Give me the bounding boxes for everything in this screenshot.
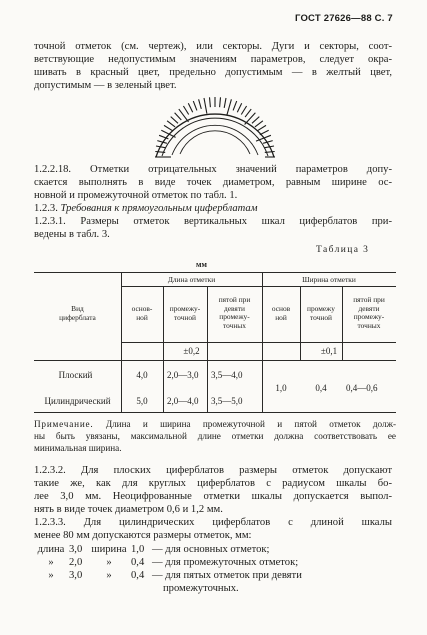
table-top-rule: [34, 272, 396, 273]
dial-tick-mark: [260, 130, 269, 134]
size-row-1-width: 1,0: [131, 544, 145, 555]
width-basic-value: 1,0: [275, 383, 287, 393]
note-line-2: ны быть увязаны, максимальной длине отметки должна соответствовать ее: [34, 431, 396, 441]
para-1-2-2-18-line-3: новной и промежуточной отметок по табл. 1.: [34, 190, 238, 201]
size-row-2-desc: — для промежуточных отметок;: [152, 557, 299, 568]
para-1-2-3-2-line-4: нять в виде точек диаметром 0,6 и 1,2 мм.: [34, 504, 223, 515]
para-1-2-3-2-line-3: лее 3,0 мм. Неоцифрованные отметки шкалы допускается выпол-: [34, 491, 392, 502]
size-row-3-tail: промежуточных.: [163, 583, 239, 594]
dial-tick-mark: [171, 117, 178, 124]
tolerance-width: ±0,1: [320, 346, 338, 356]
row-flat-name: Плоский: [58, 370, 93, 380]
size-row-2-kind: »: [48, 557, 54, 568]
dial-tick-mark: [220, 97, 221, 107]
dial-tick-mark: [204, 98, 207, 114]
intro-line-2: ветствующие недопустимым значениям параметров, следует окра-: [34, 54, 392, 65]
size-row-3-width: 0,4: [131, 570, 145, 581]
size-row-2-width-word: »: [106, 557, 112, 568]
para-1-2-3-1-line-1: 1.2.3.1. Размеры отметок вертикальных шкал циферблатов при-: [34, 216, 392, 227]
size-row-2-width: 0,4: [131, 557, 145, 568]
dial-tick-mark: [227, 99, 231, 114]
sub-basic-width: основ ной: [271, 304, 291, 322]
dial-tick-mark: [161, 130, 175, 137]
dial-tick-mark: [258, 125, 267, 130]
group-width-header: Ширина отметки: [302, 275, 356, 284]
size-row-1-width-word: ширина: [91, 544, 127, 555]
dial-tick-mark: [193, 101, 197, 110]
size-row-3-desc: — для пятых отметок при девяти: [152, 570, 302, 581]
col-view-header: Вид циферблата: [59, 304, 96, 322]
dial-tick-mark: [224, 98, 226, 108]
note-label: Примечание.: [34, 419, 94, 429]
dial-tick-mark: [237, 103, 241, 112]
para-1-2-3-2-line-2: такие же, как для круглых циферблатов с радиусом шкалы бо-: [34, 478, 392, 489]
note-line-3: минимальная ширина.: [34, 443, 122, 453]
dial-tick-mark: [255, 121, 263, 127]
group-length-header: Длина отметки: [167, 275, 216, 284]
sub-intermediate-width: промежу точной: [307, 304, 335, 322]
dial-tick-mark: [199, 99, 202, 109]
size-row-3-length: 3,0: [69, 570, 83, 581]
dial-tick-mark: [245, 113, 256, 125]
para-1-2-2-18-line-1: 1.2.2.18. Отметки отрицательных значений параметров допу-: [34, 164, 392, 175]
width-fifth-value: 0,4—0,6: [346, 383, 378, 393]
dial-tick-mark: [241, 106, 246, 115]
dial-tick-mark: [210, 97, 211, 107]
sub-basic-length: основ- ной: [131, 304, 153, 322]
para-1-2-3-3-line-1: 1.2.3.3. Для цилиндрических циферблатов с длиной шкалы: [34, 517, 392, 528]
table-caption: Таблица 3: [316, 245, 370, 255]
size-row-1-desc: — для основных отметок;: [152, 544, 270, 555]
sub-fifth-length: пятой при девяти промежу- точных: [218, 295, 251, 330]
size-row-3-kind: »: [48, 570, 54, 581]
size-row-1-length: 3,0: [69, 544, 83, 555]
sub-intermediate-length: промежу- точной: [169, 304, 201, 322]
section-title: Требования к прямоугольным циферблатам: [60, 203, 258, 214]
dial-tick-mark: [183, 106, 188, 115]
row-flat-fifth: 3,5—4,0: [211, 370, 243, 380]
para-1-2-3-2-line-1: 1.2.3.2. Для плоских циферблатов размеры отметок допускают: [34, 465, 392, 476]
intro-line-4: допустимым — в зеленый цвет.: [34, 80, 177, 91]
intro-line-3: шивать в красный цвет, предельно допустимым — в желтый цвет,: [34, 67, 392, 78]
para-1-2-2-18-line-2: скается выполнять в виде точек диаметром, равным ширине ос-: [34, 177, 392, 188]
section-heading-1-2-3: [34, 202, 257, 215]
size-row-3-width-word: »: [106, 570, 112, 581]
table-bottom-rule: [34, 412, 396, 413]
dial-tick-mark: [167, 121, 175, 127]
dial-tick-mark: [164, 125, 173, 130]
size-row-2-length: 2,0: [69, 557, 83, 568]
dial-tick-mark: [188, 103, 192, 112]
table-unit: мм: [196, 260, 207, 269]
row-cyl-intermediate: 2,0—4,0: [167, 396, 199, 406]
intro-line-1: точной отметок (см. чертеж), или секторы. Дуги и секторы, соот-: [34, 41, 392, 52]
row-flat-basic: 4,0: [136, 370, 148, 380]
width-intermediate-value: 0,4: [315, 383, 327, 393]
table-vline-1: [121, 272, 122, 412]
section-number: 1.2.3.: [34, 203, 58, 214]
dial-tick-mark: [245, 109, 251, 117]
row-cyl-fifth: 3,5—5,0: [211, 396, 243, 406]
para-1-2-3-1-line-2: ведены в табл. 3.: [34, 229, 110, 240]
page-header: ГОСТ 27626—88 С. 7: [295, 13, 393, 24]
size-row-1-kind: длина: [37, 544, 65, 555]
row-cyl-basic: 5,0: [136, 396, 148, 406]
sub-fifth-width: пятой при девяти промежу- точных: [353, 295, 385, 330]
dial-tick-mark: [252, 117, 259, 124]
para-1-2-3-3-line-2: менее 80 мм допускаются размеры отметок, мм:: [34, 530, 252, 541]
note-line-1: [34, 419, 396, 430]
row-flat-intermediate: 2,0—3,0: [167, 370, 199, 380]
row-cyl-name: Цилиндрический: [44, 396, 111, 406]
dial-tick-mark: [175, 113, 182, 120]
dial-tick-mark: [233, 101, 237, 110]
tolerance-length: ±0,2: [183, 346, 200, 356]
dial-arc-scale-drawing-icon: [150, 93, 280, 161]
table-header-bottom-rule: [34, 360, 396, 361]
note-text-1: Длина и ширина промежуточной и пятой отметок долж-: [105, 419, 397, 429]
